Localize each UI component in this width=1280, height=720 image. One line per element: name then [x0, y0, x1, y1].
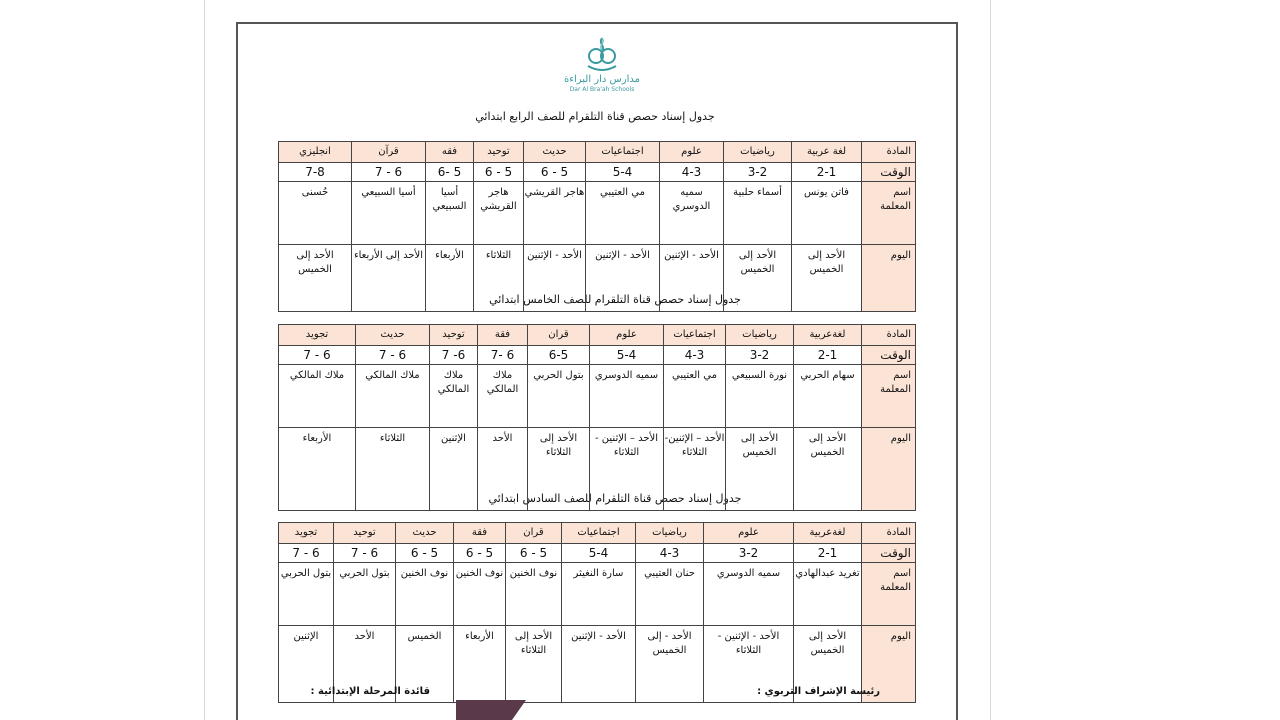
- cell-time: 6 - 7: [279, 346, 356, 365]
- cell-teacher: ملاك المالكي: [356, 365, 430, 428]
- cell-teacher: نوف الخنين: [454, 563, 506, 626]
- cell-teacher: هاجر القريشي: [524, 182, 586, 245]
- cell-teacher: نورة السبيعي: [726, 365, 794, 428]
- cell-day: الأحد - الإثنين: [562, 626, 636, 703]
- cell-teacher: بتول الحربي: [279, 563, 334, 626]
- logo-emblem-icon: [582, 34, 622, 74]
- cell-day: الثلاثاء: [356, 428, 430, 511]
- cell-subject: توحيد: [474, 142, 524, 163]
- cell-day: الأحد إلى الخميس: [792, 245, 862, 312]
- cell-subject: علوم: [590, 325, 664, 346]
- cell-day: الأحد إلى الثلاثاء: [506, 626, 562, 703]
- row-header-subject: المادة: [862, 523, 916, 544]
- right-divider-line: [990, 0, 991, 720]
- cell-subject: فقة: [478, 325, 528, 346]
- row-header-teacher: اسم المعلمة: [862, 563, 916, 626]
- cell-teacher: سارة النغيثر: [562, 563, 636, 626]
- cell-subject: حديث: [356, 325, 430, 346]
- cell-teacher: هاجر القريشي: [474, 182, 524, 245]
- signature-principal: قائدة المرحلة الإبتدائية :: [310, 686, 430, 697]
- cell-time: 5 - 6: [474, 163, 524, 182]
- cell-day: الأحد - الإثنين: [660, 245, 724, 312]
- cell-subject: فقة: [454, 523, 506, 544]
- cell-day: الإثنين: [430, 428, 478, 511]
- cell-subject: حديث: [396, 523, 454, 544]
- cell-day: الأحد - إلى الخميس: [636, 626, 704, 703]
- cell-day: الأحد إلى الخميس: [726, 428, 794, 511]
- row-header-day: اليوم: [862, 626, 916, 703]
- cell-time: 5 - 6: [396, 544, 454, 563]
- cell-time: 3-2: [704, 544, 794, 563]
- cell-teacher: ملاك المالكي: [430, 365, 478, 428]
- cell-subject: علوم: [704, 523, 794, 544]
- cell-teacher: سميه الدوسري: [590, 365, 664, 428]
- cell-time: 3-2: [724, 163, 792, 182]
- cell-day: الأربعاء: [279, 428, 356, 511]
- cell-day: الأحد - الإثنين: [586, 245, 660, 312]
- cell-time: 4-3: [660, 163, 724, 182]
- row-header-time: الوقت: [862, 346, 916, 365]
- cell-day: الأحد إلى الأربعاء: [352, 245, 426, 312]
- cell-day: الأحد إلى الخميس: [794, 428, 862, 511]
- school-logo: [552, 34, 652, 104]
- cell-day: الأحد – الإثنين- الثلاثاء: [664, 428, 726, 511]
- row-day: [279, 428, 916, 511]
- signature-supervisor: رئيسة الإشراف التربوي :: [757, 686, 880, 697]
- cell-teacher: سميه الدوسري: [660, 182, 724, 245]
- row-day: [279, 245, 916, 312]
- left-divider-line: [204, 0, 205, 720]
- cell-day: الأحد إلى الثلاثاء: [528, 428, 590, 511]
- cell-day: الأحد إلى الخميس: [279, 245, 352, 312]
- cell-teacher: مي العتيبي: [664, 365, 726, 428]
- cell-teacher: أسيا السبيعي: [426, 182, 474, 245]
- cell-subject: تجويد: [279, 325, 356, 346]
- cell-subject: لغةعربية: [794, 523, 862, 544]
- cell-teacher: فاتن يونس: [792, 182, 862, 245]
- table-title-grade5: جدول إسناد حصص قناة التلقرام للصف الخامس ابتدائي: [489, 293, 741, 306]
- row-teacher: [279, 563, 916, 626]
- cell-time: 4-3: [636, 544, 704, 563]
- cell-subject: توحيد: [430, 325, 478, 346]
- cell-time: 5-4: [586, 163, 660, 182]
- cell-day: الأحد - الإثنين: [524, 245, 586, 312]
- cell-time: 6 -7: [478, 346, 528, 365]
- cell-teacher: بتول الحربي: [528, 365, 590, 428]
- cell-time: 5 - 6: [524, 163, 586, 182]
- row-header-subject: المادة: [862, 142, 916, 163]
- cell-teacher: أسماء حلبية: [724, 182, 792, 245]
- cell-time: 6 - 7: [279, 544, 334, 563]
- row-header-day: اليوم: [862, 428, 916, 511]
- table-title-grade4: جدول إسناد حصص قناة التلقرام للصف الرابع ابتدائي: [475, 110, 715, 123]
- cell-time: 3-2: [726, 346, 794, 365]
- cell-time: 2-1: [792, 163, 862, 182]
- cell-teacher: سهام الحربي: [794, 365, 862, 428]
- cell-time: 2-1: [794, 544, 862, 563]
- schedule-table-grade6: [278, 522, 916, 703]
- cell-time: 6 - 7: [352, 163, 426, 182]
- cell-teacher: سميه الدوسري: [704, 563, 794, 626]
- cell-day: الأحد إلى الخميس: [724, 245, 792, 312]
- cell-subject: قران: [528, 325, 590, 346]
- cell-time: 6 - 7: [356, 346, 430, 365]
- cell-teacher: مي العتيبي: [586, 182, 660, 245]
- cell-teacher: نوف الخنين: [396, 563, 454, 626]
- cell-subject: رياضيات: [636, 523, 704, 544]
- cell-day: الأحد: [478, 428, 528, 511]
- cell-subject: توحيد: [334, 523, 396, 544]
- cell-time: 4-3: [664, 346, 726, 365]
- schedule-table-grade4: [278, 141, 916, 312]
- cell-subject: قران: [506, 523, 562, 544]
- cell-subject: حديث: [524, 142, 586, 163]
- logo-arabic-text: مدارس دار البراءة: [564, 74, 640, 85]
- cell-subject: لغةعربية: [794, 325, 862, 346]
- cell-subject: رياضيات: [726, 325, 794, 346]
- cell-day: الخميس: [396, 626, 454, 703]
- logo-english-text: Dar Al Bra'ah Schools: [569, 86, 635, 93]
- cell-subject: رياضيات: [724, 142, 792, 163]
- row-subject: [279, 325, 916, 346]
- row-subject: [279, 523, 916, 544]
- cell-subject: اجتماعيات: [664, 325, 726, 346]
- cell-day: الأربعاء: [426, 245, 474, 312]
- row-header-time: الوقت: [862, 544, 916, 563]
- row-header-day: اليوم: [862, 245, 916, 312]
- cell-day: الأحد إلى الخميس: [794, 626, 862, 703]
- cell-teacher: حُسنى: [279, 182, 352, 245]
- row-header-teacher: اسم المعلمة: [862, 182, 916, 245]
- cell-subject: لغة عربية: [792, 142, 862, 163]
- cell-day: الأحد – الإثنين - الثلاثاء: [590, 428, 664, 511]
- row-teacher: [279, 182, 916, 245]
- cell-subject: فقه: [426, 142, 474, 163]
- row-teacher: [279, 365, 916, 428]
- row-header-time: الوقت: [862, 163, 916, 182]
- cell-teacher: ملاك المالكي: [478, 365, 528, 428]
- cell-day: الثلاثاء: [474, 245, 524, 312]
- row-header-subject: المادة: [862, 325, 916, 346]
- cell-time: 6 - 7: [334, 544, 396, 563]
- cell-day: الإثنين: [279, 626, 334, 703]
- cell-subject: انجليزي: [279, 142, 352, 163]
- cell-time: 5 - 6: [506, 544, 562, 563]
- cell-day: الأربعاء: [454, 626, 506, 703]
- cell-teacher: تغريد عبدالهادي: [794, 563, 862, 626]
- row-header-teacher: اسم المعلمة: [862, 365, 916, 428]
- cell-subject: اجتماعيات: [562, 523, 636, 544]
- cell-teacher: حنان العتيبي: [636, 563, 704, 626]
- row-time: [279, 346, 916, 365]
- cell-time: 5 -6: [426, 163, 474, 182]
- cell-day: الأحد - الإثنين - الثلاثاء: [704, 626, 794, 703]
- cell-time: 7-8: [279, 163, 352, 182]
- cell-subject: تجويد: [279, 523, 334, 544]
- cell-teacher: أسيا السبيعي: [352, 182, 426, 245]
- cell-teacher: نوف الخنين: [506, 563, 562, 626]
- row-time: [279, 544, 916, 563]
- schedule-table-grade5: [278, 324, 916, 511]
- cell-time: 5-4: [562, 544, 636, 563]
- cell-time: 2-1: [794, 346, 862, 365]
- cell-time: 6- 7: [430, 346, 478, 365]
- cell-time: 5-4: [590, 346, 664, 365]
- cell-teacher: بتول الحربي: [334, 563, 396, 626]
- cell-time: 6-5: [528, 346, 590, 365]
- cell-time: 5 - 6: [454, 544, 506, 563]
- cell-teacher: ملاك المالكي: [279, 365, 356, 428]
- table-title-grade6: جدول إسناد حصص قناة التلقرام للصف السادس ابتدائي: [488, 492, 742, 505]
- row-time: [279, 163, 916, 182]
- row-subject: [279, 142, 916, 163]
- cell-day: الأحد: [334, 626, 396, 703]
- cell-subject: قرآن: [352, 142, 426, 163]
- cell-subject: اجتماعيات: [586, 142, 660, 163]
- cell-subject: علوم: [660, 142, 724, 163]
